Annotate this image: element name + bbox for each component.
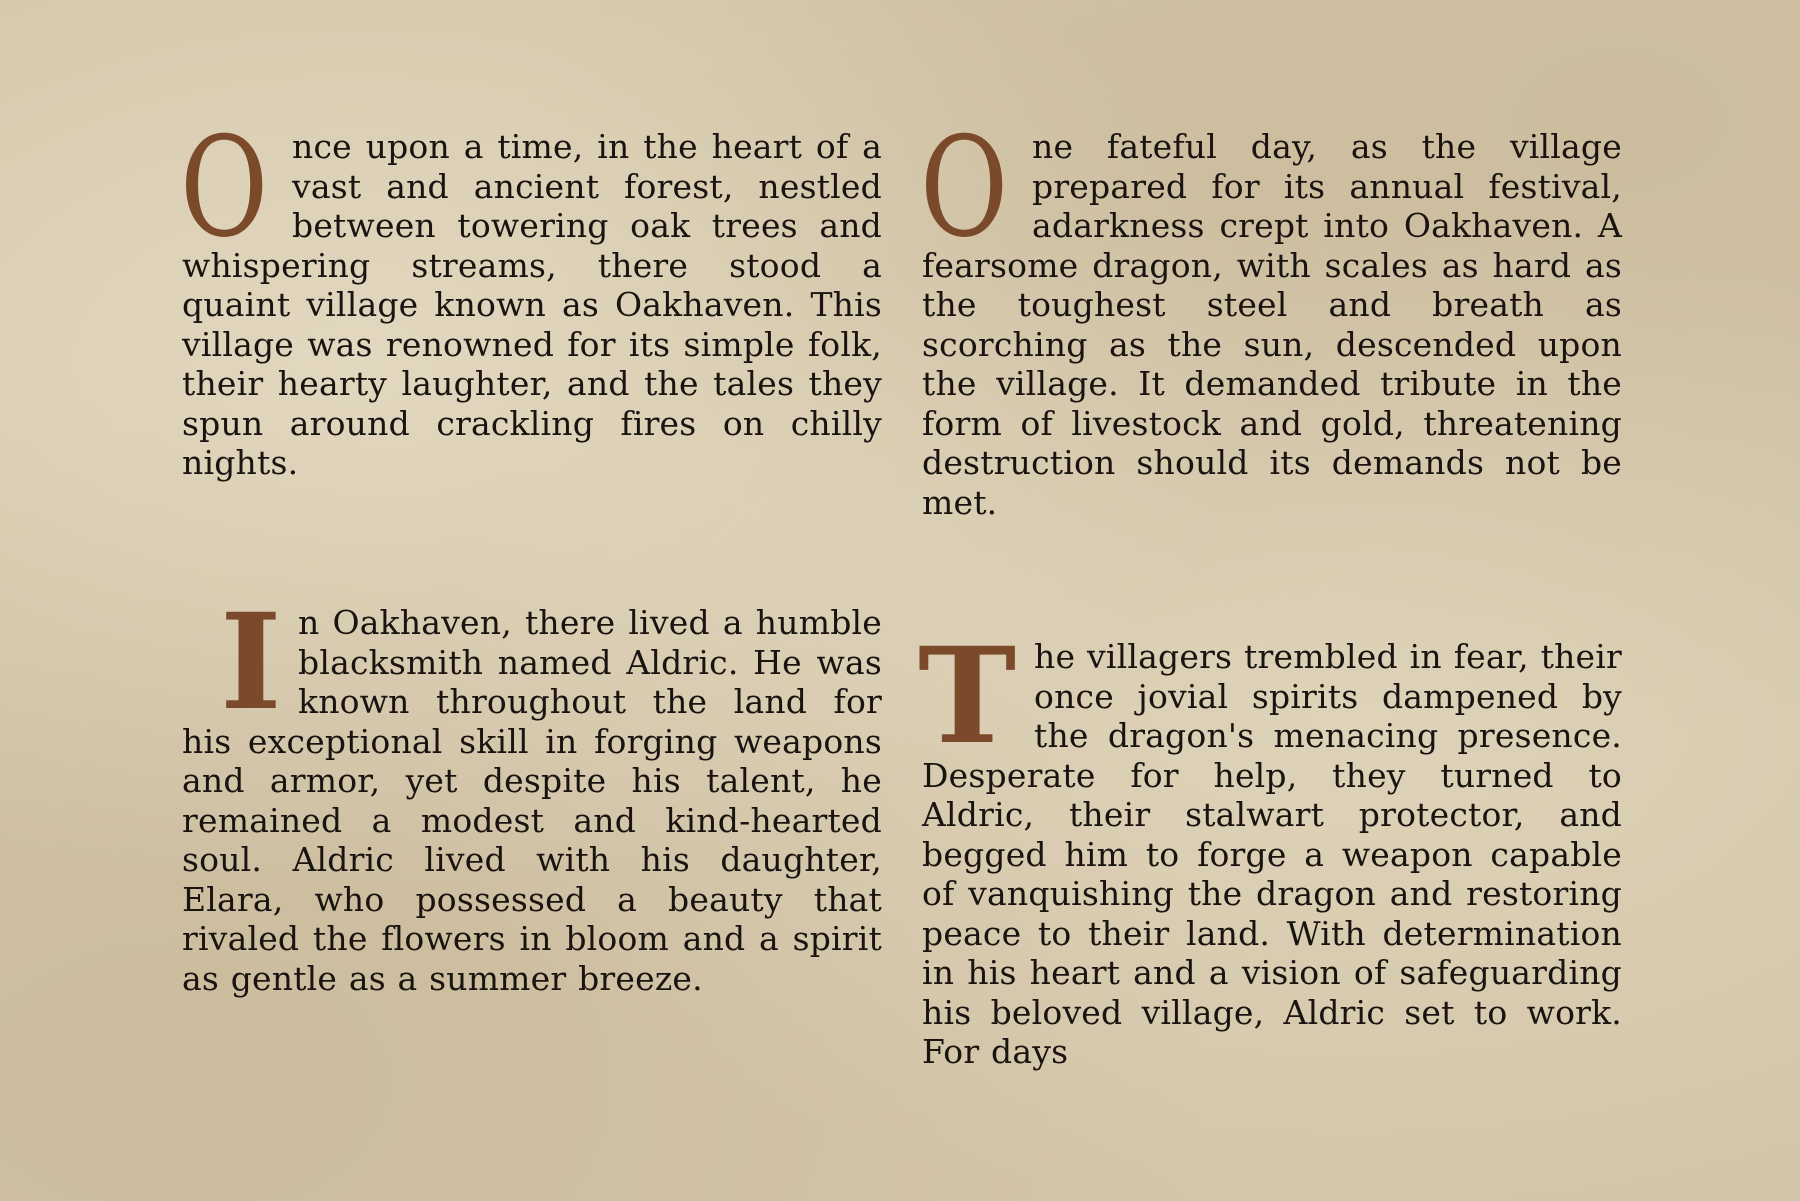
dropcap-letter-t: T <box>918 619 1017 774</box>
paragraph-text: he villagers trembled in fear, their once jovial spirits dampened by the dragon's menacing presence. Desperate for help, they turned to Aldric, their stalwart protector, and begged him to forge a weapon capable of vanquishing the dragon and restoring peace to their land. With determination in his heart and a vision of safeguarding his beloved village, Aldric set to work. For days <box>922 637 1622 1071</box>
paragraph-text: n Oakhaven, there lived a humble blacksmith named Aldric. He was known throughout the land for his exceptional skill in forging weapons and armor, yet despite his talent, he remained a modest and kind-hearted soul. Aldric lived with his daughter, Elara, who possessed a beauty that rivaled the flowers in bloom and a spirit as gentle as a summer breeze. <box>182 603 882 998</box>
paragraph-text: ne fateful day, as the village prepared for its annual festival, adarkness crept into Oakhaven. A fearsome dragon, with scales as hard as the toughest steel and breath as scorching as the sun, descended upon the village. It demanded tribute in the form of livestock and gold, threatening destruction should its demands not be met. <box>922 127 1622 522</box>
paragraph-villagers-trembled <box>918 619 1622 1072</box>
paragraph-one-fateful-day <box>920 107 1622 522</box>
dropcap-letter-i: I <box>220 585 282 740</box>
paragraph-text: nce upon a time, in the heart of a vast and ancient forest, nestled between towering oak trees and whispering streams, there stood a quaint village known as Oakhaven. This village was renowned for its simple folk, their hearty laughter, and the tales they spun around crackling fires on chilly nights. <box>182 127 882 482</box>
dropcap-letter-o: O <box>920 107 1009 268</box>
dropcap-letter-o: O <box>180 107 269 268</box>
paragraph-in-oakhaven <box>182 585 882 998</box>
paragraph-once-upon-a-time <box>180 107 882 483</box>
